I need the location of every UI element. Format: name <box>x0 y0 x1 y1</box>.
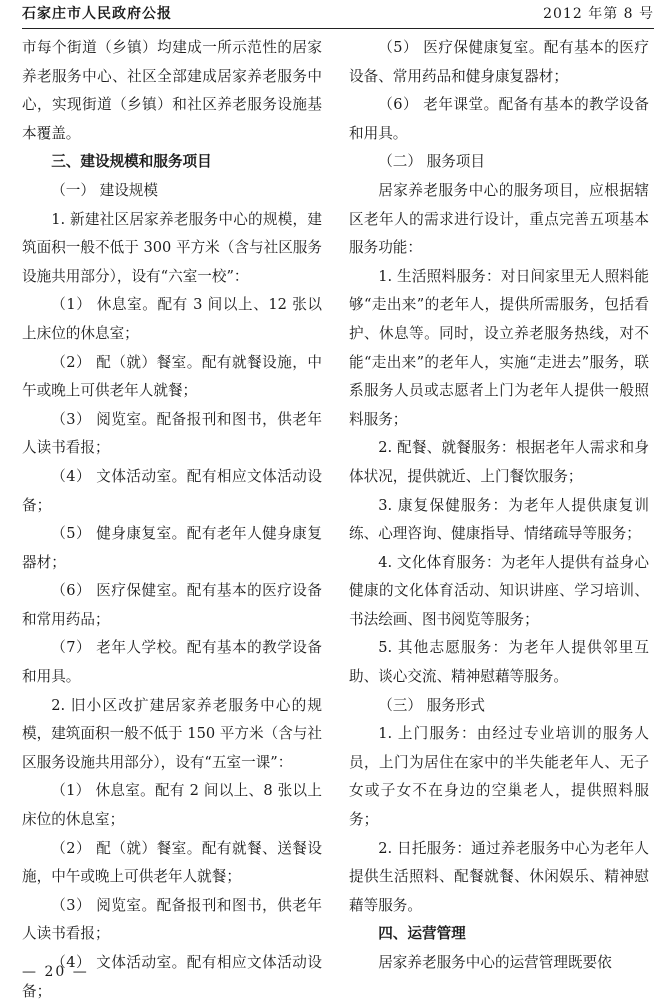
section-heading: 三、建设规模和服务项目 <box>51 153 212 171</box>
paragraph: 居家养老服务中心的服务项目，应根据辖区老年人的需求进行设计，重点完善五项基本服务功能： <box>349 181 649 257</box>
paragraph: 市每个街道（乡镇）均建成一所示范性的居家养老服务中心、社区全部建成居家养老服务中心，实现街道（乡镇）和社区养老服务设施基本覆盖。 <box>22 39 322 142</box>
journal-title: 石家庄市人民政府公报 <box>22 6 172 22</box>
paragraph: 2. 旧小区改扩建居家养老服务中心的规模，建筑面积一般不低于 150 平方米（含与社区服务设施共用部分），设有“五室一课”： <box>22 696 322 771</box>
paragraph: （2） 配（就）餐室。配有就餐设施，中午或晚上可供老年人就餐； <box>22 353 322 400</box>
subsection-heading: （三） 服务形式 <box>378 696 485 714</box>
paragraph: 3. 康复保健服务：为老年人提供康复训练、心理咨询、健康指导、情绪疏导等服务； <box>349 496 649 543</box>
paragraph: （4） 文体活动室。配有相应文体活动设备； <box>22 954 322 1000</box>
paragraph: （3） 阅览室。配备报刊和图书，供老年人读书看报； <box>22 896 322 943</box>
page-header <box>22 0 654 29</box>
paragraph: （3） 阅览室。配备报刊和图书，供老年人读书看报； <box>22 410 322 457</box>
paragraph: 5. 其他志愿服务：为老年人提供邻里互助、谈心交流、精神慰藉等服务。 <box>349 639 649 686</box>
paragraph: （1） 休息室。配有 2 间以上、8 张以上床位的休息室； <box>22 782 322 829</box>
section-heading: 四、运营管理 <box>378 925 466 943</box>
paragraph: （6） 医疗保健室。配有基本的医疗设备和常用药品； <box>22 582 322 628</box>
paragraph: 2. 配餐、就餐服务：根据老年人需求和身体状况，提供就近、上门餐饮服务； <box>349 439 649 485</box>
paragraph: 居家养老服务中心的运营管理既要依 <box>378 954 612 971</box>
right-column <box>349 34 649 978</box>
paragraph: （7） 老年人学校。配有基本的教学设备和用具。 <box>22 639 322 686</box>
paragraph: （1） 休息室。配有 3 间以上、12 张以上床位的休息室； <box>22 296 322 342</box>
paragraph: （5） 医疗保健康复室。配有基本的医疗设备、常用药品和健身康复器材； <box>349 39 649 85</box>
page-number: — 20 — <box>22 964 89 980</box>
paragraph: 1. 生活照料服务：对日间家里无人照料能够“走出来”的老年人，提供所需服务，包括看护、休息等。同时，设立养老服务热线，对不能“走出来”的老年人，实施“走进去”服务，联系服务人员或志愿者上门为老年人提供一般照料服务； <box>349 267 649 428</box>
issue-number: 2012 年第 8 号 <box>543 6 654 22</box>
paragraph: 1. 新建社区居家养老服务中心的规模，建筑面积一般不低于 300 平方米（含与社区服务设施共用部分），设有“六室一校”： <box>22 210 322 285</box>
left-column <box>22 34 322 1006</box>
subsection-heading: （一） 建设规模 <box>51 181 158 199</box>
paragraph: （4） 文体活动室。配有相应文体活动设备； <box>22 467 322 514</box>
paragraph: 1. 上门服务：由经过专业培训的服务人员，上门为居住在家中的半失能老年人、无子女或子女不在身边的空巢老人，提供照料服务； <box>349 725 649 829</box>
paragraph: 4. 文化体育服务：为老年人提供有益身心健康的文化体育活动、知识讲座、学习培训、书法绘画、图书阅览等服务； <box>349 553 649 628</box>
paragraph: （6） 老年课堂。配备有基本的教学设备和用具。 <box>349 96 649 142</box>
paragraph: 2. 日托服务：通过养老服务中心为老年人提供生活照料、配餐就餐、休闲娱乐、精神慰藉等服务。 <box>349 839 649 914</box>
subsection-heading: （二） 服务项目 <box>378 153 485 171</box>
paragraph: （2） 配（就）餐室。配有就餐、送餐设施，中午或晚上可供老年人就餐； <box>22 839 322 886</box>
paragraph: （5） 健身康复室。配有老年人健身康复器材； <box>22 525 322 571</box>
